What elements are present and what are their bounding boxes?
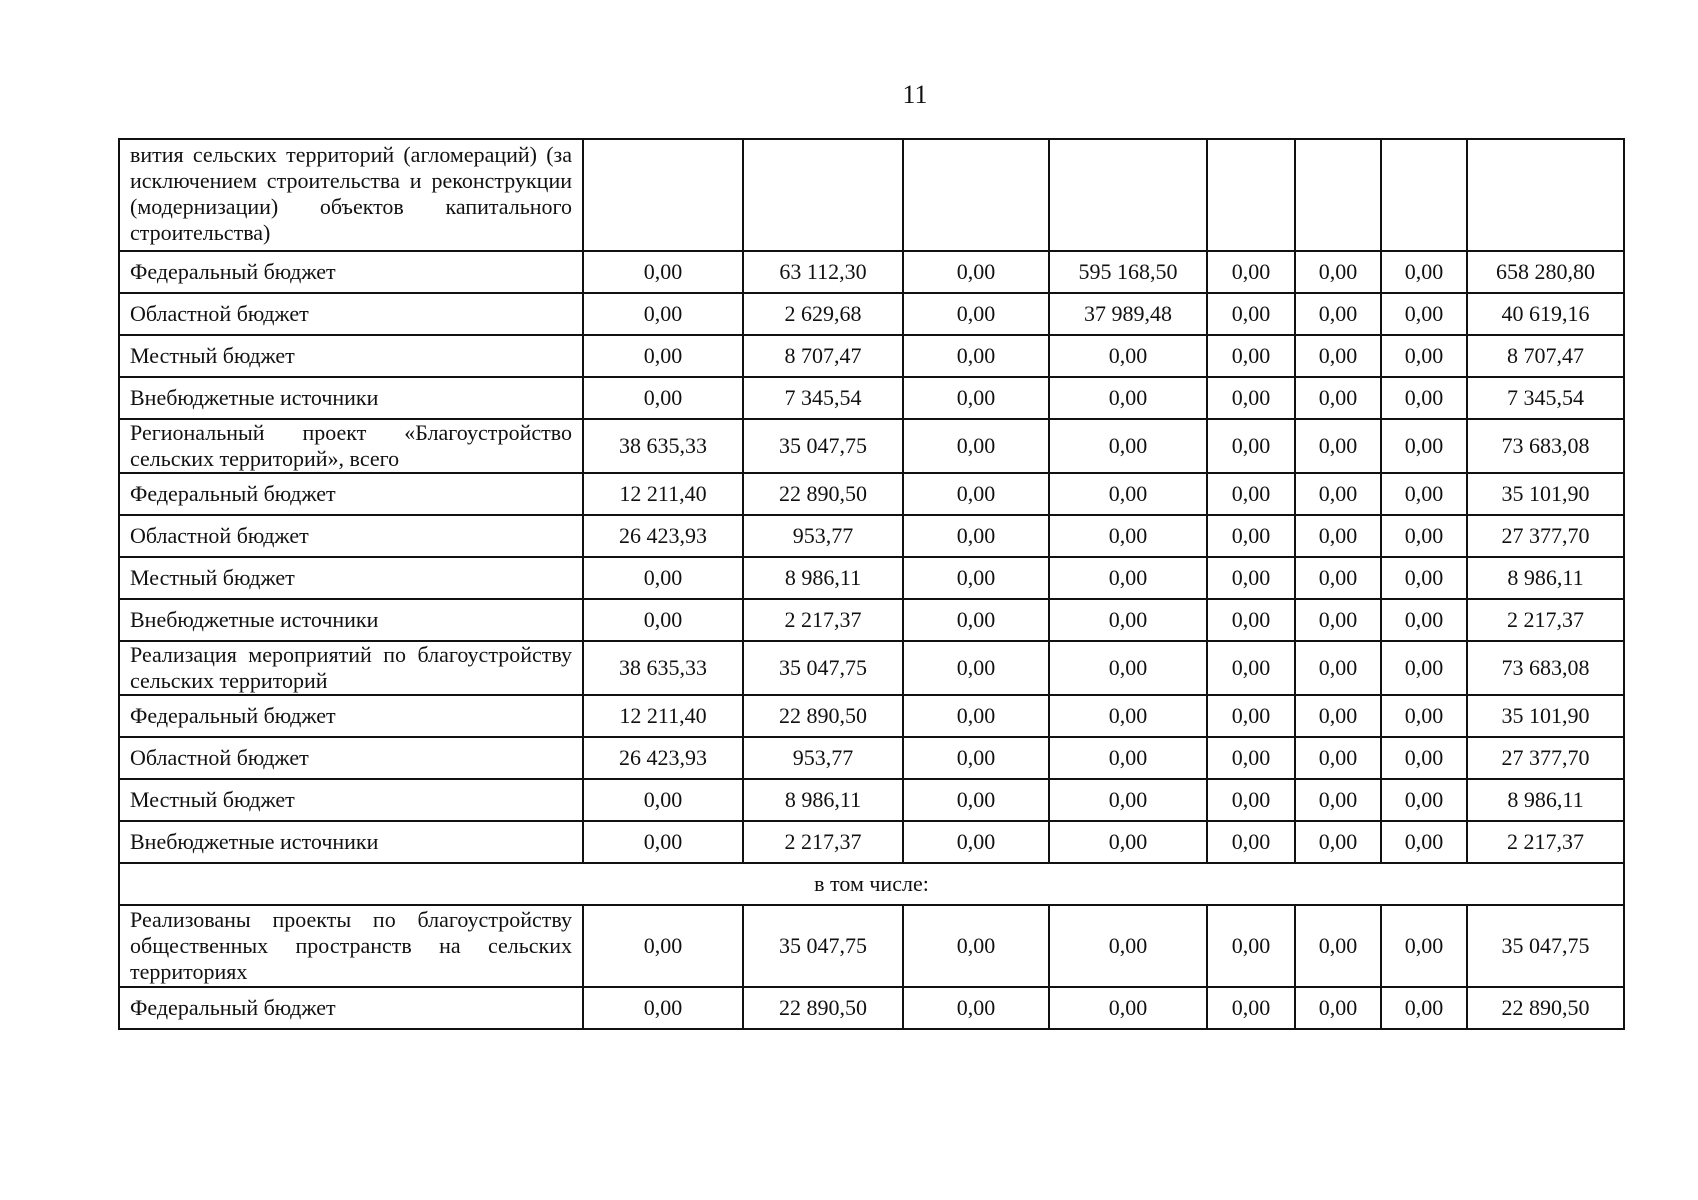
section-label: в том числе: [119, 863, 1624, 905]
value-cell: 0,00 [583, 821, 743, 863]
total-cell: 7 345,54 [1467, 377, 1624, 419]
table-row [119, 377, 1624, 419]
row-label: Реализация мероприятий по благоустройству сельских территорий [119, 641, 583, 695]
total-cell: 8 986,11 [1467, 557, 1624, 599]
table-cell [583, 139, 743, 251]
value-cell: 0,00 [1295, 557, 1381, 599]
value-cell: 0,00 [1049, 377, 1207, 419]
value-cell: 0,00 [1295, 737, 1381, 779]
table-row [119, 335, 1624, 377]
value-cell: 0,00 [903, 779, 1049, 821]
value-cell: 0,00 [1381, 641, 1467, 695]
value-cell: 0,00 [1207, 419, 1295, 473]
table-row [119, 641, 1624, 695]
table-cell [1381, 139, 1467, 251]
value-cell: 35 047,75 [743, 641, 903, 695]
value-cell: 26 423,93 [583, 737, 743, 779]
value-cell: 0,00 [1381, 779, 1467, 821]
total-cell: 35 101,90 [1467, 695, 1624, 737]
value-cell: 0,00 [1049, 779, 1207, 821]
value-cell: 0,00 [1207, 599, 1295, 641]
table-row [119, 695, 1624, 737]
value-cell: 0,00 [1295, 335, 1381, 377]
section-row [119, 863, 1624, 905]
table-cell [903, 139, 1049, 251]
value-cell: 0,00 [1381, 557, 1467, 599]
value-cell: 0,00 [1049, 905, 1207, 987]
value-cell: 0,00 [1049, 695, 1207, 737]
value-cell: 0,00 [1295, 473, 1381, 515]
value-cell: 0,00 [583, 779, 743, 821]
table-row [119, 515, 1624, 557]
value-cell: 2 629,68 [743, 293, 903, 335]
value-cell: 0,00 [1381, 905, 1467, 987]
value-cell: 26 423,93 [583, 515, 743, 557]
row-label: Местный бюджет [119, 779, 583, 821]
value-cell: 0,00 [903, 737, 1049, 779]
table-row-continuation [119, 139, 1624, 251]
total-cell: 8 986,11 [1467, 779, 1624, 821]
row-label: Реализованы проекты по благоустройству общественных пространств на сельских территориях [119, 905, 583, 987]
total-cell: 2 217,37 [1467, 599, 1624, 641]
table-row [119, 293, 1624, 335]
rows-group-a [119, 251, 1624, 863]
value-cell: 0,00 [1381, 473, 1467, 515]
value-cell: 7 345,54 [743, 377, 903, 419]
value-cell: 0,00 [583, 293, 743, 335]
value-cell: 8 986,11 [743, 779, 903, 821]
row-label: Областной бюджет [119, 293, 583, 335]
value-cell: 0,00 [1381, 695, 1467, 737]
value-cell: 0,00 [903, 641, 1049, 695]
value-cell: 0,00 [583, 905, 743, 987]
row-label: Федеральный бюджет [119, 987, 583, 1029]
value-cell: 0,00 [903, 557, 1049, 599]
table-row [119, 821, 1624, 863]
table-row [119, 599, 1624, 641]
value-cell: 595 168,50 [1049, 251, 1207, 293]
value-cell: 0,00 [1049, 599, 1207, 641]
value-cell: 0,00 [1381, 377, 1467, 419]
value-cell: 2 217,37 [743, 599, 903, 641]
value-cell: 8 707,47 [743, 335, 903, 377]
total-cell: 27 377,70 [1467, 737, 1624, 779]
value-cell: 0,00 [903, 251, 1049, 293]
value-cell: 37 989,48 [1049, 293, 1207, 335]
value-cell: 0,00 [903, 515, 1049, 557]
table-row [119, 987, 1624, 1029]
value-cell: 0,00 [1049, 737, 1207, 779]
total-cell: 73 683,08 [1467, 641, 1624, 695]
value-cell: 0,00 [1049, 419, 1207, 473]
value-cell: 0,00 [903, 821, 1049, 863]
value-cell: 0,00 [1381, 293, 1467, 335]
value-cell: 0,00 [1207, 905, 1295, 987]
value-cell: 0,00 [1381, 737, 1467, 779]
value-cell: 0,00 [903, 987, 1049, 1029]
value-cell: 35 047,75 [743, 905, 903, 987]
value-cell: 0,00 [1381, 419, 1467, 473]
value-cell: 0,00 [903, 419, 1049, 473]
value-cell: 38 635,33 [583, 419, 743, 473]
value-cell: 0,00 [903, 599, 1049, 641]
table-row [119, 473, 1624, 515]
row-label: вития сельских территорий (агломераций) (за исключением строительства и реконструкции (модернизации) объектов капитального строительства) [119, 139, 583, 251]
value-cell: 0,00 [1049, 335, 1207, 377]
value-cell: 8 986,11 [743, 557, 903, 599]
budget-table [118, 138, 1625, 1030]
table-cell [743, 139, 903, 251]
row-label: Внебюджетные источники [119, 599, 583, 641]
value-cell: 0,00 [1295, 821, 1381, 863]
value-cell: 0,00 [1295, 515, 1381, 557]
value-cell: 0,00 [1295, 695, 1381, 737]
value-cell: 22 890,50 [743, 473, 903, 515]
value-cell: 0,00 [1207, 821, 1295, 863]
total-cell: 27 377,70 [1467, 515, 1624, 557]
value-cell: 0,00 [1207, 779, 1295, 821]
value-cell: 0,00 [903, 905, 1049, 987]
total-cell: 8 707,47 [1467, 335, 1624, 377]
row-label: Местный бюджет [119, 557, 583, 599]
total-cell: 35 101,90 [1467, 473, 1624, 515]
value-cell: 0,00 [1381, 335, 1467, 377]
value-cell: 0,00 [903, 293, 1049, 335]
value-cell: 0,00 [1207, 251, 1295, 293]
table-row [119, 779, 1624, 821]
value-cell: 0,00 [903, 335, 1049, 377]
table-cell [1049, 139, 1207, 251]
total-cell: 2 217,37 [1467, 821, 1624, 863]
value-cell: 0,00 [583, 251, 743, 293]
value-cell: 0,00 [583, 987, 743, 1029]
value-cell: 953,77 [743, 737, 903, 779]
table-row [119, 557, 1624, 599]
value-cell: 0,00 [583, 335, 743, 377]
value-cell: 0,00 [1049, 473, 1207, 515]
total-cell: 73 683,08 [1467, 419, 1624, 473]
row-label: Местный бюджет [119, 335, 583, 377]
value-cell: 35 047,75 [743, 419, 903, 473]
total-cell: 22 890,50 [1467, 987, 1624, 1029]
value-cell: 63 112,30 [743, 251, 903, 293]
row-label: Региональный проект «Благоустройство сельских территорий», всего [119, 419, 583, 473]
value-cell: 0,00 [1049, 515, 1207, 557]
row-label: Федеральный бюджет [119, 473, 583, 515]
value-cell: 0,00 [1295, 779, 1381, 821]
value-cell: 0,00 [1381, 987, 1467, 1029]
row-label: Областной бюджет [119, 737, 583, 779]
value-cell: 0,00 [1295, 905, 1381, 987]
value-cell: 0,00 [1295, 599, 1381, 641]
total-cell: 35 047,75 [1467, 905, 1624, 987]
value-cell: 12 211,40 [583, 473, 743, 515]
page-number: 11 [902, 80, 928, 109]
value-cell: 0,00 [583, 599, 743, 641]
row-label: Федеральный бюджет [119, 695, 583, 737]
value-cell: 0,00 [1381, 251, 1467, 293]
value-cell: 0,00 [1207, 987, 1295, 1029]
value-cell: 0,00 [1207, 737, 1295, 779]
table-row [119, 905, 1624, 987]
value-cell: 2 217,37 [743, 821, 903, 863]
table-cell [1467, 139, 1624, 251]
value-cell: 0,00 [903, 377, 1049, 419]
value-cell: 0,00 [903, 695, 1049, 737]
value-cell: 0,00 [583, 377, 743, 419]
value-cell: 0,00 [1381, 515, 1467, 557]
value-cell: 0,00 [1207, 335, 1295, 377]
value-cell: 0,00 [583, 557, 743, 599]
value-cell: 0,00 [1295, 293, 1381, 335]
table-cell [1295, 139, 1381, 251]
value-cell: 0,00 [1295, 987, 1381, 1029]
value-cell: 0,00 [1207, 473, 1295, 515]
table-row [119, 419, 1624, 473]
value-cell: 0,00 [903, 473, 1049, 515]
table-row [119, 251, 1624, 293]
total-cell: 40 619,16 [1467, 293, 1624, 335]
value-cell: 0,00 [1207, 641, 1295, 695]
value-cell: 0,00 [1381, 599, 1467, 641]
value-cell: 0,00 [1049, 821, 1207, 863]
value-cell: 0,00 [1049, 641, 1207, 695]
value-cell: 0,00 [1207, 515, 1295, 557]
value-cell: 0,00 [1207, 293, 1295, 335]
row-label: Внебюджетные источники [119, 377, 583, 419]
row-label: Внебюджетные источники [119, 821, 583, 863]
value-cell: 0,00 [1207, 377, 1295, 419]
value-cell: 0,00 [1207, 557, 1295, 599]
value-cell: 0,00 [1295, 419, 1381, 473]
value-cell: 0,00 [1295, 377, 1381, 419]
value-cell: 22 890,50 [743, 695, 903, 737]
total-cell: 658 280,80 [1467, 251, 1624, 293]
value-cell: 0,00 [1295, 251, 1381, 293]
value-cell: 0,00 [1295, 641, 1381, 695]
table-row [119, 737, 1624, 779]
row-label: Федеральный бюджет [119, 251, 583, 293]
rows-group-b [119, 905, 1624, 1029]
value-cell: 12 211,40 [583, 695, 743, 737]
value-cell: 0,00 [1049, 987, 1207, 1029]
value-cell: 22 890,50 [743, 987, 903, 1029]
value-cell: 38 635,33 [583, 641, 743, 695]
value-cell: 0,00 [1207, 695, 1295, 737]
value-cell: 953,77 [743, 515, 903, 557]
value-cell: 0,00 [1049, 557, 1207, 599]
row-label: Областной бюджет [119, 515, 583, 557]
value-cell: 0,00 [1381, 821, 1467, 863]
table-cell [1207, 139, 1295, 251]
